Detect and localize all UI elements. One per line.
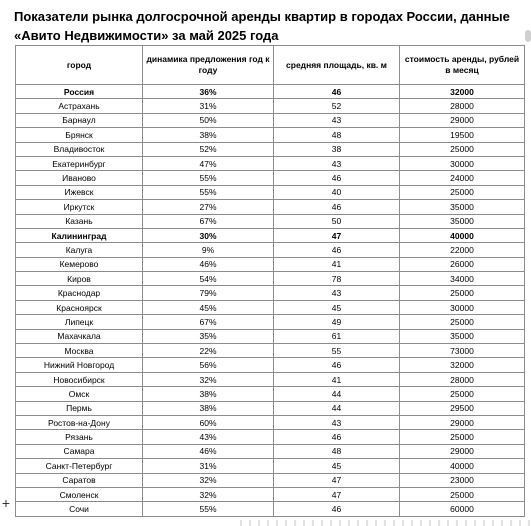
cell-city: Калуга — [16, 243, 143, 257]
cell-area: 43 — [274, 113, 400, 127]
cell-rent: 25000 — [400, 185, 525, 199]
cell-area: 47 — [274, 473, 400, 487]
cell-rent: 24000 — [400, 171, 525, 185]
cell-area: 55 — [274, 344, 400, 358]
cell-area: 46 — [274, 243, 400, 257]
table-row — [16, 487, 525, 501]
cell-city: Киров — [16, 272, 143, 286]
table-row — [16, 113, 525, 127]
cell-city: Рязань — [16, 430, 143, 444]
cell-city: Сочи — [16, 502, 143, 516]
cell-city: Липецк — [16, 315, 143, 329]
cell-area: 38 — [274, 142, 400, 156]
table-row — [16, 315, 525, 329]
cell-city: Брянск — [16, 128, 143, 142]
table-move-handle-icon[interactable]: + — [1, 495, 11, 511]
table-row — [16, 99, 525, 113]
table-row — [16, 214, 525, 228]
cell-dynamic: 9% — [143, 243, 274, 257]
cell-city: Барнаул — [16, 113, 143, 127]
cell-area: 50 — [274, 214, 400, 228]
cell-rent: 25000 — [400, 387, 525, 401]
cell-area: 45 — [274, 459, 400, 473]
cell-rent: 40000 — [400, 459, 525, 473]
cell-city: Самара — [16, 444, 143, 458]
cell-city: Владивосток — [16, 142, 143, 156]
table-body — [16, 85, 525, 517]
cell-city: Махачкала — [16, 329, 143, 343]
cell-dynamic: 46% — [143, 444, 274, 458]
table-row — [16, 228, 525, 242]
cell-rent: 23000 — [400, 473, 525, 487]
cell-city: Ижевск — [16, 185, 143, 199]
cell-dynamic: 55% — [143, 171, 274, 185]
header-rent: стоимость аренды, рублей в месяц — [400, 46, 525, 85]
cell-dynamic: 46% — [143, 257, 274, 271]
table-row — [16, 473, 525, 487]
cell-dynamic: 45% — [143, 300, 274, 314]
table-row — [16, 444, 525, 458]
cell-rent: 73000 — [400, 344, 525, 358]
cell-rent: 32000 — [400, 358, 525, 372]
cell-city: Калининград — [16, 228, 143, 242]
cell-dynamic: 47% — [143, 156, 274, 170]
cell-rent: 28000 — [400, 99, 525, 113]
cell-area: 46 — [274, 358, 400, 372]
cell-dynamic: 43% — [143, 430, 274, 444]
cell-area: 43 — [274, 286, 400, 300]
table-row — [16, 344, 525, 358]
cell-city: Смоленск — [16, 487, 143, 501]
cell-rent: 29000 — [400, 444, 525, 458]
header-city: город — [16, 46, 143, 85]
cell-dynamic: 56% — [143, 358, 274, 372]
cell-area: 45 — [274, 300, 400, 314]
cell-area: 43 — [274, 156, 400, 170]
cell-dynamic: 67% — [143, 315, 274, 329]
cell-dynamic: 32% — [143, 372, 274, 386]
cell-area: 61 — [274, 329, 400, 343]
cell-area: 47 — [274, 228, 400, 242]
cell-rent: 19500 — [400, 128, 525, 142]
header-area: средняя площадь, кв. м — [274, 46, 400, 85]
cell-dynamic: 79% — [143, 286, 274, 300]
cell-dynamic: 50% — [143, 113, 274, 127]
table-row — [16, 286, 525, 300]
cell-city: Казань — [16, 214, 143, 228]
cell-area: 48 — [274, 444, 400, 458]
cell-rent: 25000 — [400, 142, 525, 156]
cell-rent: 32000 — [400, 85, 525, 99]
cell-city: Санкт-Петербург — [16, 459, 143, 473]
cell-dynamic: 38% — [143, 128, 274, 142]
table-row — [16, 272, 525, 286]
cell-city: Астрахань — [16, 99, 143, 113]
cell-area: 46 — [274, 171, 400, 185]
cell-rent: 26000 — [400, 257, 525, 271]
cell-dynamic: 35% — [143, 329, 274, 343]
cell-city: Кемерово — [16, 257, 143, 271]
table-row — [16, 200, 525, 214]
cell-city: Екатеринбург — [16, 156, 143, 170]
cell-rent: 30000 — [400, 156, 525, 170]
cell-area: 46 — [274, 430, 400, 444]
cell-rent: 35000 — [400, 214, 525, 228]
table-row — [16, 329, 525, 343]
document-title: Показатели рынка долгосрочной аренды квартир в городах России, данные «Авито Недвижимости» за май 2025 года — [14, 9, 510, 43]
cell-area: 41 — [274, 372, 400, 386]
cell-dynamic: 36% — [143, 85, 274, 99]
table-row — [16, 358, 525, 372]
cell-area: 78 — [274, 272, 400, 286]
cell-rent: 29000 — [400, 415, 525, 429]
cell-dynamic: 31% — [143, 99, 274, 113]
table-row — [16, 372, 525, 386]
cell-area: 46 — [274, 85, 400, 99]
cell-rent: 29500 — [400, 401, 525, 415]
cell-rent: 25000 — [400, 487, 525, 501]
cell-area: 46 — [274, 502, 400, 516]
cell-area: 47 — [274, 487, 400, 501]
cell-city: Омск — [16, 387, 143, 401]
cell-city: Саратов — [16, 473, 143, 487]
cell-dynamic: 30% — [143, 228, 274, 242]
cell-city: Россия — [16, 85, 143, 99]
cell-rent: 30000 — [400, 300, 525, 314]
cell-rent: 22000 — [400, 243, 525, 257]
cell-area: 52 — [274, 99, 400, 113]
table-row — [16, 430, 525, 444]
cell-area: 41 — [274, 257, 400, 271]
cell-area: 43 — [274, 415, 400, 429]
cell-city: Ростов-на-Дону — [16, 415, 143, 429]
scrollbar-thumb[interactable] — [525, 30, 531, 42]
cell-dynamic: 31% — [143, 459, 274, 473]
cell-area: 44 — [274, 401, 400, 415]
table-row — [16, 171, 525, 185]
table-row — [16, 300, 525, 314]
cell-rent: 35000 — [400, 200, 525, 214]
cell-rent: 60000 — [400, 502, 525, 516]
table-row — [16, 185, 525, 199]
cell-dynamic: 55% — [143, 502, 274, 516]
cell-city: Нижний Новгород — [16, 358, 143, 372]
cell-dynamic: 54% — [143, 272, 274, 286]
table-row — [16, 142, 525, 156]
cell-dynamic: 52% — [143, 142, 274, 156]
table-row — [16, 401, 525, 415]
cell-city: Новосибирск — [16, 372, 143, 386]
cell-dynamic: 67% — [143, 214, 274, 228]
table-row — [16, 128, 525, 142]
cell-rent: 35000 — [400, 329, 525, 343]
cell-city: Краснодар — [16, 286, 143, 300]
table-header-row — [16, 46, 525, 85]
cut-off-text-line — [240, 520, 530, 526]
table-row — [16, 502, 525, 516]
rent-market-table — [15, 45, 525, 517]
cell-rent: 28000 — [400, 372, 525, 386]
cell-area: 48 — [274, 128, 400, 142]
cell-rent: 29000 — [400, 113, 525, 127]
header-dynamic: динамика предложения год к году — [143, 46, 274, 85]
cell-area: 44 — [274, 387, 400, 401]
cell-dynamic: 32% — [143, 473, 274, 487]
cell-dynamic: 32% — [143, 487, 274, 501]
cell-area: 49 — [274, 315, 400, 329]
cell-dynamic: 60% — [143, 415, 274, 429]
cell-dynamic: 38% — [143, 401, 274, 415]
cell-city: Иркутск — [16, 200, 143, 214]
cell-city: Красноярск — [16, 300, 143, 314]
table-row — [16, 257, 525, 271]
cell-dynamic: 55% — [143, 185, 274, 199]
table-row — [16, 415, 525, 429]
cell-rent: 25000 — [400, 286, 525, 300]
table-row — [16, 387, 525, 401]
table-row — [16, 459, 525, 473]
cell-rent: 40000 — [400, 228, 525, 242]
cell-dynamic: 27% — [143, 200, 274, 214]
cell-rent: 25000 — [400, 430, 525, 444]
cell-city: Иваново — [16, 171, 143, 185]
cell-dynamic: 38% — [143, 387, 274, 401]
cell-area: 46 — [274, 200, 400, 214]
cell-area: 40 — [274, 185, 400, 199]
table-row — [16, 156, 525, 170]
cell-rent: 25000 — [400, 315, 525, 329]
cell-rent: 34000 — [400, 272, 525, 286]
cell-dynamic: 22% — [143, 344, 274, 358]
table-row — [16, 85, 525, 99]
cell-city: Москва — [16, 344, 143, 358]
cell-city: Пермь — [16, 401, 143, 415]
table-row — [16, 243, 525, 257]
